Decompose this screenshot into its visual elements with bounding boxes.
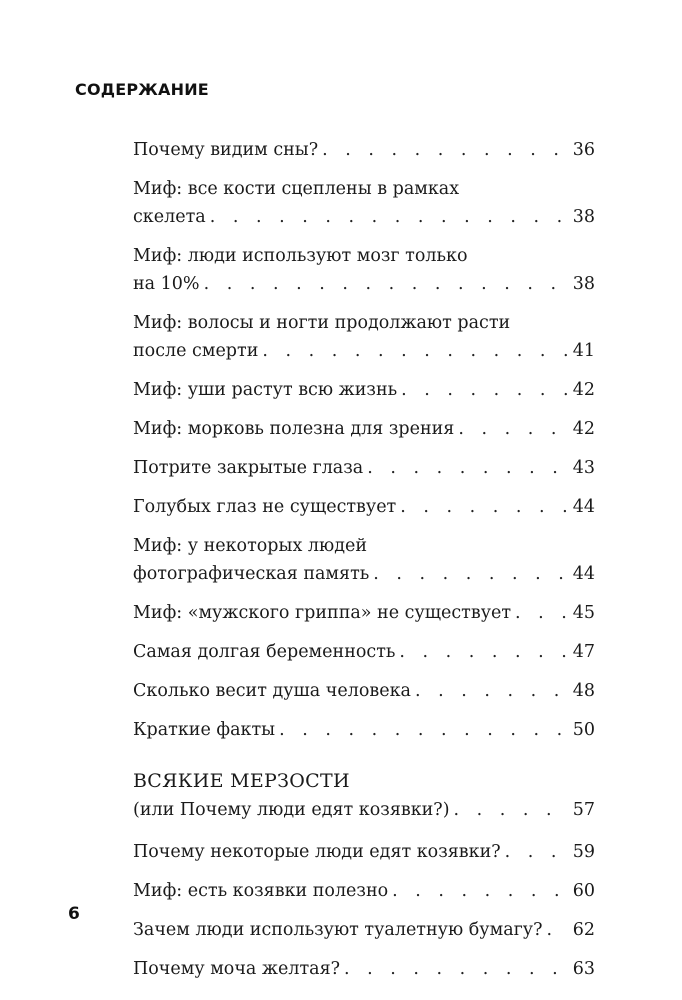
toc-entry-page: 36 bbox=[572, 140, 595, 160]
toc-entry-page: 44 bbox=[572, 564, 595, 584]
toc-entry-title: Самая долгая беременность bbox=[133, 642, 396, 662]
toc-section bbox=[133, 766, 595, 824]
toc-entry-title: Зачем люди используют туалетную бумагу? bbox=[133, 920, 543, 940]
toc-entry-title: Миф: волосы и ногти продолжают расти bbox=[133, 313, 511, 333]
toc-entry-page: 45 bbox=[572, 603, 595, 623]
toc-entry-title-cont: скелета bbox=[133, 207, 206, 227]
toc-entry-page: 42 bbox=[572, 380, 595, 400]
dot-leader bbox=[262, 337, 568, 365]
toc-entry bbox=[133, 716, 595, 744]
toc-entry-title: Миф: «мужского гриппа» не существует bbox=[133, 603, 512, 623]
toc-entry-title: Сколько весит душа человека bbox=[133, 681, 411, 701]
toc-entry-title: Голубых глаз не существует bbox=[133, 497, 397, 517]
toc-entry bbox=[133, 309, 595, 365]
toc-entry-page: 59 bbox=[572, 842, 595, 862]
dot-leader bbox=[367, 454, 569, 482]
toc-entry bbox=[133, 838, 595, 866]
toc-entry-title: Почему видим сны? bbox=[133, 140, 319, 160]
toc-entry-page: 38 bbox=[572, 274, 595, 294]
dot-leader bbox=[400, 493, 568, 521]
toc-entry-page: 47 bbox=[572, 642, 595, 662]
toc-entry-page: 42 bbox=[572, 419, 595, 439]
toc-entry bbox=[133, 454, 595, 482]
toc-entry bbox=[133, 638, 595, 666]
dot-leader bbox=[454, 796, 569, 824]
toc-entry-title-cont: после смерти bbox=[133, 341, 259, 361]
toc-entry-title: Миф: люди используют мозг только bbox=[133, 246, 468, 266]
dot-leader bbox=[515, 599, 569, 627]
toc-entry-page: 60 bbox=[572, 881, 595, 901]
toc-entry-title: Миф: морковь полезна для зрения bbox=[133, 419, 455, 439]
toc-entry bbox=[133, 493, 595, 521]
toc-entry-title-cont: на 10% bbox=[133, 274, 200, 294]
section-subtitle: (или Почему люди едят козявки?) bbox=[133, 800, 450, 820]
toc-entry bbox=[133, 677, 595, 705]
toc-entry-title: Краткие факты bbox=[133, 720, 276, 740]
toc-entry bbox=[133, 415, 595, 443]
toc-entry bbox=[133, 175, 595, 231]
section-heading: ВСЯКИЕ МЕРЗОСТИ bbox=[133, 770, 350, 792]
toc-entry-page: 48 bbox=[572, 681, 595, 701]
toc-entry bbox=[133, 242, 595, 298]
toc-entry bbox=[133, 376, 595, 404]
dot-leader bbox=[505, 838, 569, 866]
dot-leader bbox=[399, 638, 568, 666]
toc-entry bbox=[133, 136, 595, 164]
section-page: 57 bbox=[572, 800, 595, 820]
dot-leader bbox=[344, 955, 569, 983]
toc-entry bbox=[133, 916, 595, 944]
page-number: 6 bbox=[68, 904, 80, 924]
dot-leader bbox=[279, 716, 569, 744]
dot-leader bbox=[458, 415, 568, 443]
toc-entry-title: Миф: уши растут всю жизнь bbox=[133, 380, 398, 400]
toc-entry-page: 43 bbox=[572, 458, 595, 478]
toc-entry-page: 62 bbox=[572, 920, 595, 940]
toc-entry-title: Миф: есть козявки полезно bbox=[133, 881, 389, 901]
toc-entry-title: Миф: у некоторых людей bbox=[133, 536, 368, 556]
toc-entry bbox=[133, 955, 595, 983]
dot-leader bbox=[373, 560, 568, 588]
running-head: СОДЕРЖАНИЕ bbox=[75, 80, 209, 99]
table-of-contents bbox=[133, 136, 595, 994]
toc-entry bbox=[133, 599, 595, 627]
dot-leader bbox=[204, 270, 569, 298]
toc-entry-title: Почему моча желтая? bbox=[133, 959, 341, 979]
toc-entry-page: 50 bbox=[572, 720, 595, 740]
toc-entry-page: 63 bbox=[572, 959, 595, 979]
dot-leader bbox=[546, 916, 568, 944]
toc-entry-page: 41 bbox=[572, 341, 595, 361]
dot-leader bbox=[401, 376, 569, 404]
toc-entry-page: 44 bbox=[572, 497, 595, 517]
toc-entry-title-cont: фотографическая память bbox=[133, 564, 370, 584]
toc-entry bbox=[133, 532, 595, 588]
toc-entry-title: Потрите закрытые глаза bbox=[133, 458, 364, 478]
dot-leader bbox=[415, 677, 569, 705]
toc-entry-title: Миф: все кости сцеплены в рамках bbox=[133, 179, 460, 199]
dot-leader bbox=[210, 203, 569, 231]
toc-entry-title: Почему некоторые люди едят козявки? bbox=[133, 842, 501, 862]
dot-leader bbox=[392, 877, 569, 905]
toc-entry-page: 38 bbox=[572, 207, 595, 227]
toc-entry bbox=[133, 877, 595, 905]
dot-leader bbox=[322, 136, 569, 164]
